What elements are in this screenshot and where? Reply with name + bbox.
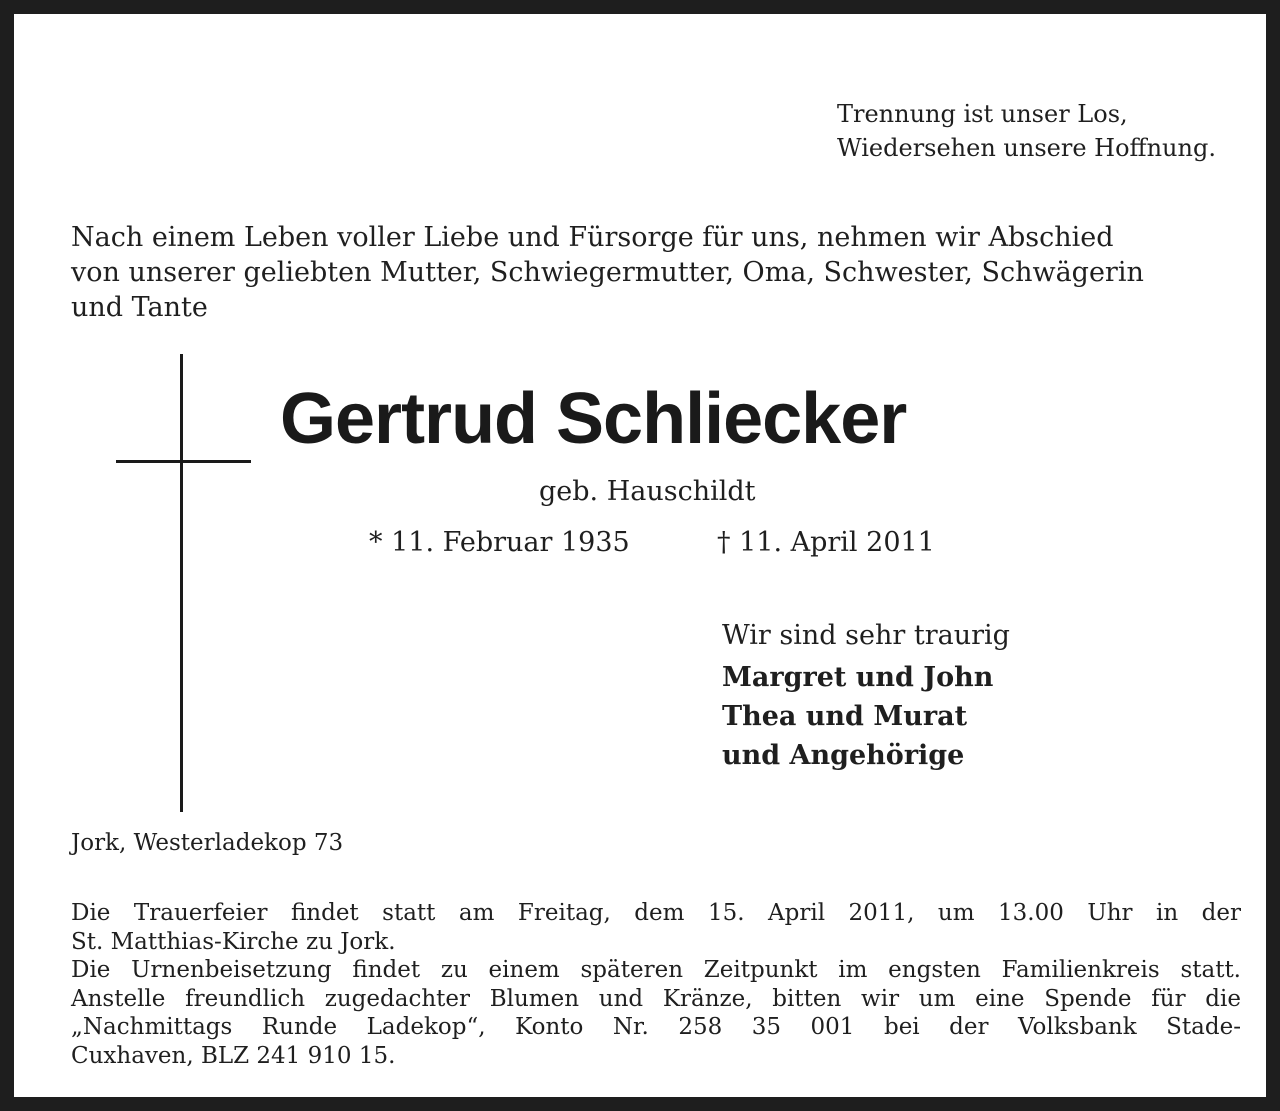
motto-quote	[837, 97, 1216, 165]
details-line: Die Trauerfeier findet statt am Freitag, dem 15. April 2011, um 13.00 Uhr in der	[71, 900, 1241, 926]
intro-line: von unserer geliebten Mutter, Schwiegermutter, Oma, Schwester, Schwägerin	[71, 257, 1144, 288]
cross-icon-bar	[116, 460, 251, 463]
cross-icon	[180, 354, 183, 812]
mourners-intro: Wir sind sehr traurig	[722, 620, 1010, 651]
birth-date: * 11. Februar 1935	[369, 527, 630, 558]
intro-line: und Tante	[71, 292, 208, 323]
motto-line: Trennung ist unser Los,	[837, 100, 1128, 128]
motto-line: Wiedersehen unsere Hoffnung.	[837, 134, 1216, 162]
details-line: „Nachmittags Runde Ladekop“, Konto Nr. 258 35 001 bei der Volksbank Stade-	[71, 1014, 1241, 1040]
details-line: St. Matthias-Kirche zu Jork.	[71, 928, 396, 955]
maiden-name: geb. Hauschildt	[539, 476, 756, 507]
details-line: Die Urnenbeisetzung findet zu einem späteren Zeitpunkt im engsten Familienkreis statt.	[71, 957, 1241, 983]
death-date: † 11. April 2011	[717, 527, 935, 558]
mourners-block	[722, 617, 1010, 775]
intro-text	[71, 220, 1241, 325]
mourner-name: und Angehörige	[722, 740, 965, 771]
details-line: Anstelle freundlich zugedachter Blumen und Kränze, bitten wir um eine Spende für die	[71, 985, 1241, 1012]
deceased-name: Gertrud Schliecker	[280, 379, 907, 459]
intro-line: Nach einem Leben voller Liebe und Fürsorge für uns, nehmen wir Abschied	[71, 222, 1114, 253]
details-line: Cuxhaven, BLZ 241 910 15.	[71, 1042, 396, 1069]
funeral-details	[71, 899, 1241, 1070]
address: Jork, Westerladekop 73	[71, 830, 344, 856]
mourner-name: Margret und John	[722, 662, 994, 693]
mourner-name: Thea und Murat	[722, 701, 968, 732]
